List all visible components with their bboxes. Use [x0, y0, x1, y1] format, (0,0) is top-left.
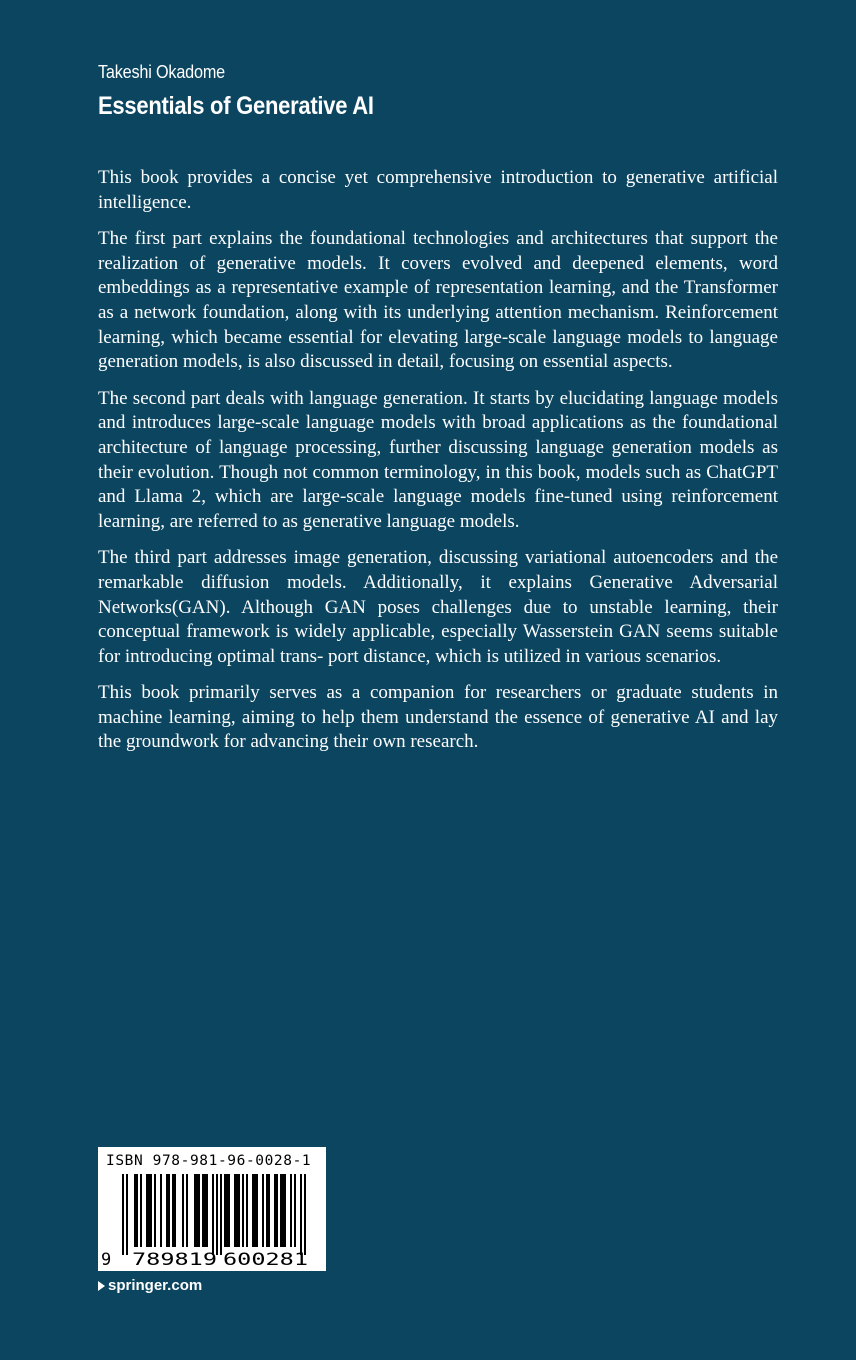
- barcode-bar: [268, 1174, 270, 1247]
- barcode-bar: [206, 1174, 208, 1247]
- barcode-bar: [166, 1174, 168, 1247]
- barcode-bar: [146, 1174, 148, 1247]
- barcode-digit-first: 9: [101, 1250, 112, 1270]
- isbn-barcode: [98, 1147, 326, 1271]
- barcode-bar: [220, 1174, 222, 1255]
- barcode-bar: [290, 1174, 292, 1247]
- description-paragraph: This book primarily serves as a companion for researchers or graduate students in machine learning, aiming to help them understand the essence of generative AI and lay the groundwork for advancing their own research.: [98, 682, 778, 753]
- barcode-bar: [186, 1174, 188, 1247]
- barcode-bar: [196, 1174, 198, 1247]
- publisher-url: springer.com: [108, 1277, 203, 1294]
- barcode-bar: [234, 1174, 236, 1247]
- barcode-bar: [140, 1174, 142, 1247]
- barcode-bar: [228, 1174, 230, 1247]
- barcode-bar: [216, 1174, 218, 1255]
- description-paragraph: The first part explains the foundational technologies and architectures that support the realization of generative models. It covers evolved and deepened elements, word embeddings as a representative example of representation learning, and the Transformer as a network foundation, along with its underlying attention mechanism. Reinforcement learning, which became essential for elevating large-scale language models to language generation models, is also discussed in detail, focusing on essential aspects.: [98, 228, 778, 373]
- barcode-digits-left: 789819: [132, 1250, 217, 1270]
- barcode-bar: [256, 1174, 258, 1247]
- barcode-bar: [262, 1174, 264, 1247]
- book-title: Essentials of Generative AI: [98, 92, 374, 120]
- barcode-bar: [148, 1174, 150, 1247]
- barcode-bar: [126, 1174, 128, 1255]
- barcode-bar: [294, 1174, 296, 1247]
- barcode-bar: [224, 1174, 226, 1247]
- play-arrow-icon: [98, 1281, 105, 1291]
- description-paragraph: This book provides a concise yet comprehensive introduction to generative artificial intelligence.: [98, 167, 778, 213]
- publisher-link[interactable]: [98, 1277, 202, 1294]
- barcode-bar: [204, 1174, 206, 1247]
- barcode-bar: [280, 1174, 282, 1247]
- barcode-bar: [266, 1174, 268, 1247]
- barcode-bar: [182, 1174, 184, 1247]
- barcode-bar: [154, 1174, 156, 1247]
- isbn-number: ISBN 978-981-96-0028-1: [106, 1153, 312, 1169]
- barcode-bar: [194, 1174, 196, 1247]
- barcode-bar: [168, 1174, 170, 1247]
- barcode-bar: [226, 1174, 228, 1247]
- barcode-bar: [282, 1174, 284, 1247]
- barcode-bar: [242, 1174, 244, 1247]
- barcode-bar: [304, 1174, 306, 1255]
- barcode-digits-right: 600281: [223, 1250, 308, 1270]
- author-name: Takeshi Okadome: [98, 62, 225, 82]
- barcode-bar: [246, 1174, 248, 1247]
- barcode-bar: [150, 1174, 152, 1247]
- barcode-bar: [276, 1174, 278, 1247]
- barcode-bar: [136, 1174, 138, 1247]
- barcode-bar: [274, 1174, 276, 1247]
- barcode-bar: [236, 1174, 238, 1247]
- book-description: [98, 166, 778, 767]
- barcode-bar: [254, 1174, 256, 1247]
- description-paragraph: The third part addresses image generation, discussing variational autoencoders and the remarkable diffusion models. Additionally, it explains Generative Adversarial Networks(GAN). Although GAN poses challenges due to unstable learning, their conceptual framework is widely applicable, especially Wasserstein GAN seems suitable for introducing optimal trans- port distance, which is utilized in various scenarios.: [98, 547, 778, 667]
- barcode-bar: [284, 1174, 286, 1247]
- barcode-bar: [134, 1174, 136, 1247]
- barcode-bar: [238, 1174, 240, 1247]
- barcode-bar: [252, 1174, 254, 1247]
- barcode-bar: [300, 1174, 302, 1255]
- barcode-bar: [174, 1174, 176, 1247]
- barcode-bar: [202, 1174, 204, 1247]
- barcode-bar: [212, 1174, 214, 1255]
- barcode-bar: [172, 1174, 174, 1247]
- description-paragraph: The second part deals with language generation. It starts by elucidating language models and introduces large-scale language models with broad applications as the foundational architecture of language processing, further discussing language generation models as their evolution. Though not common terminology, in this book, models such as ChatGPT and Llama 2, which are large-scale language models fine-tuned using reinforcement learning, are referred to as generative language models.: [98, 387, 778, 532]
- barcode-bar: [122, 1174, 124, 1255]
- barcode-bar: [160, 1174, 162, 1247]
- barcode-bar: [198, 1174, 200, 1247]
